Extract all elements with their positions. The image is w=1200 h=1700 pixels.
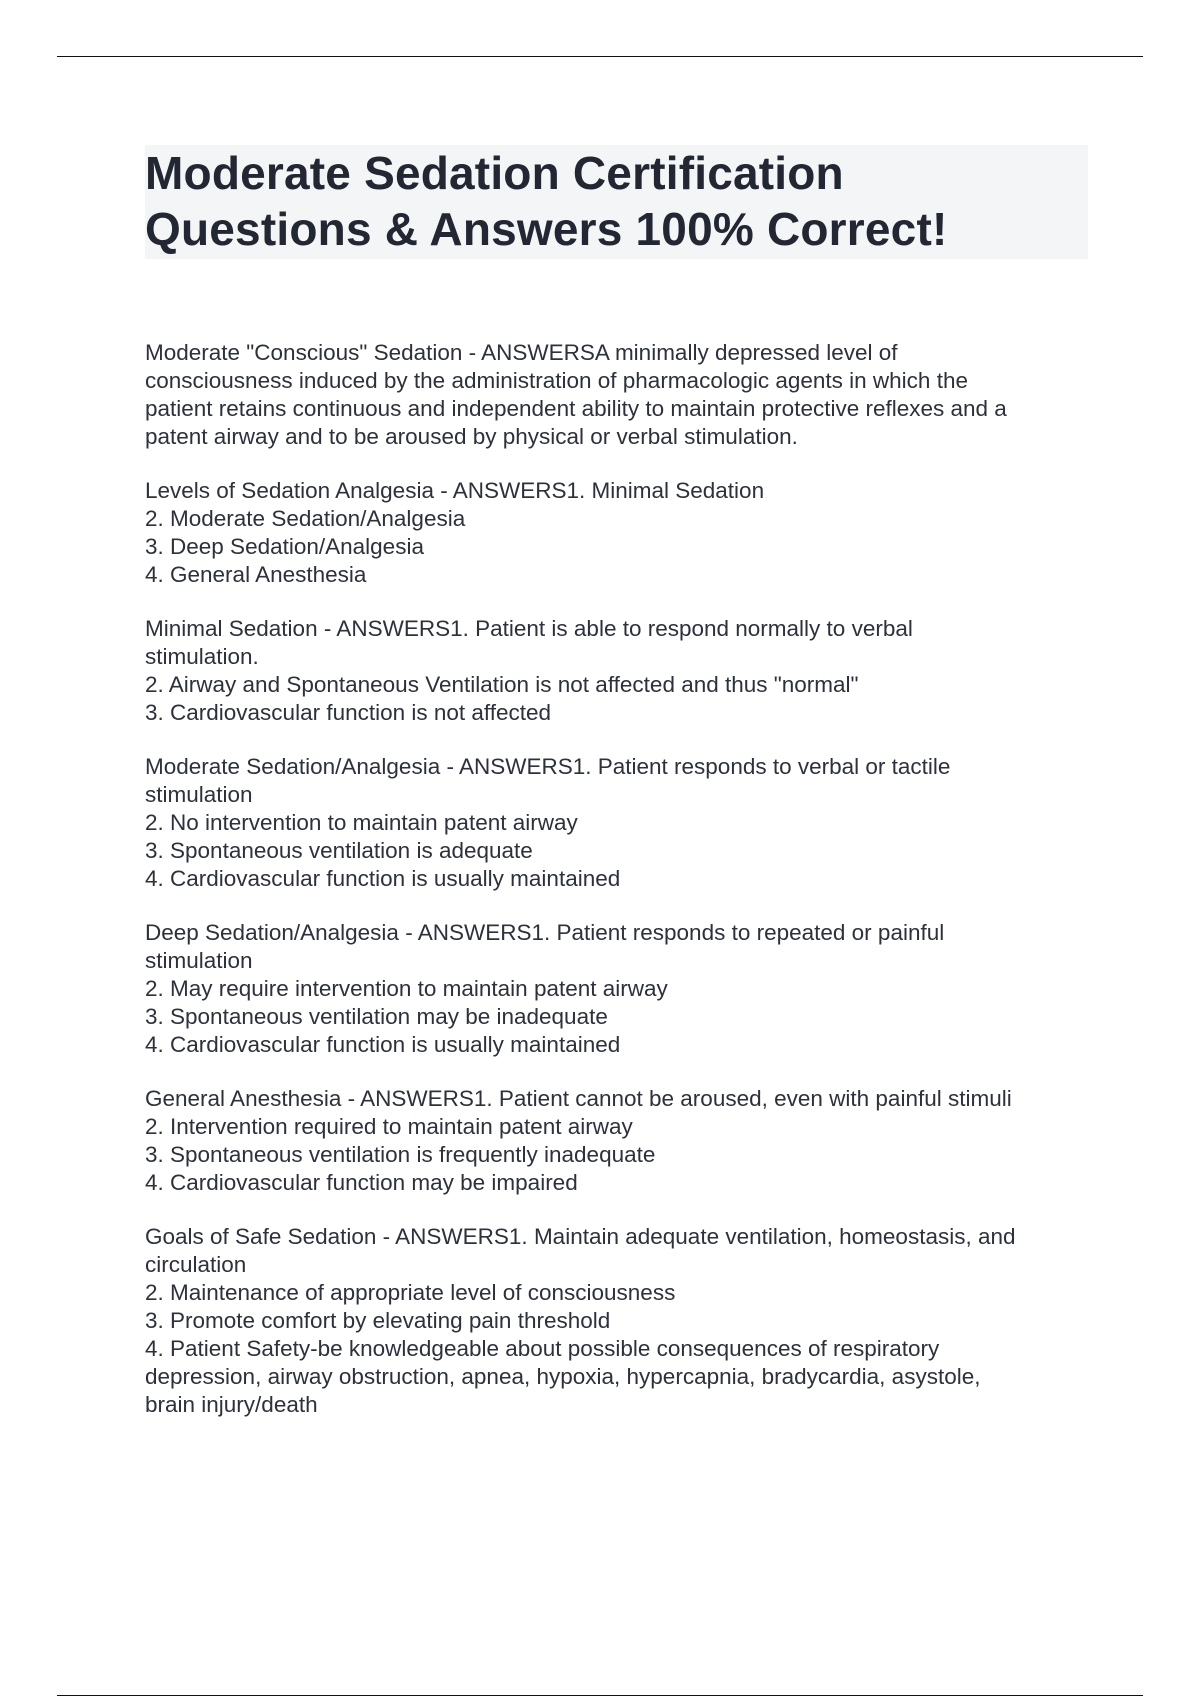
text-line: 4. Patient Safety-be knowledgeable about possible consequences of respiratory xyxy=(145,1336,940,1361)
text-line: stimulation xyxy=(145,948,253,973)
bottom-divider xyxy=(57,1695,1143,1696)
text-line: Minimal Sedation - ANSWERS1. Patient is able to respond normally to verbal xyxy=(145,616,913,641)
top-divider xyxy=(57,56,1143,57)
qa-entry-moderate-conscious-sedation xyxy=(145,339,1095,451)
qa-entry-levels-of-sedation xyxy=(145,477,1095,589)
text-line: stimulation. xyxy=(145,644,259,669)
text-line: 3. Spontaneous ventilation is frequently inadequate xyxy=(145,1142,656,1167)
text-line: consciousness induced by the administration of pharmacologic agents in which the xyxy=(145,368,968,393)
title-line: Questions & Answers 100% Correct! xyxy=(145,203,948,255)
qa-entry-minimal-sedation xyxy=(145,615,1095,727)
qa-entry-general-anesthesia xyxy=(145,1085,1095,1197)
text-line: 3. Promote comfort by elevating pain threshold xyxy=(145,1308,611,1333)
text-line: patent airway and to be aroused by physical or verbal stimulation. xyxy=(145,424,798,449)
text-line: 4. Cardiovascular function may be impaired xyxy=(145,1170,578,1195)
qa-entry-deep-sedation xyxy=(145,919,1095,1059)
text-line: 3. Cardiovascular function is not affected xyxy=(145,700,552,725)
text-line: stimulation xyxy=(145,782,253,807)
text-line: Deep Sedation/Analgesia - ANSWERS1. Patient responds to repeated or painful xyxy=(145,920,945,945)
qa-entry-moderate-sedation xyxy=(145,753,1095,893)
text-line: 4. Cardiovascular function is usually maintained xyxy=(145,866,621,891)
text-line: 2. May require intervention to maintain patent airway xyxy=(145,976,668,1001)
text-line: 3. Spontaneous ventilation is adequate xyxy=(145,838,533,863)
text-line: 3. Spontaneous ventilation may be inadequate xyxy=(145,1004,608,1029)
text-line: circulation xyxy=(145,1252,247,1277)
text-line: Goals of Safe Sedation - ANSWERS1. Maintain adequate ventilation, homeostasis, and xyxy=(145,1224,1016,1249)
text-line: patient retains continuous and independent ability to maintain protective reflexes and a xyxy=(145,396,1007,421)
text-line: Moderate "Conscious" Sedation - ANSWERSA minimally depressed level of xyxy=(145,340,898,365)
text-line: 2. Intervention required to maintain patent airway xyxy=(145,1114,633,1139)
text-line: brain injury/death xyxy=(145,1392,318,1417)
text-line: 2. Maintenance of appropriate level of consciousness xyxy=(145,1280,676,1305)
text-line: 2. No intervention to maintain patent airway xyxy=(145,810,578,835)
qa-content xyxy=(145,339,1095,1445)
text-line: Moderate Sedation/Analgesia - ANSWERS1. Patient responds to verbal or tactile xyxy=(145,754,951,779)
text-line: 4. Cardiovascular function is usually maintained xyxy=(145,1032,621,1057)
document-title xyxy=(145,145,1088,259)
text-line: 2. Moderate Sedation/Analgesia xyxy=(145,506,466,531)
text-line: General Anesthesia - ANSWERS1. Patient cannot be aroused, even with painful stimuli xyxy=(145,1086,1012,1111)
text-line: 2. Airway and Spontaneous Ventilation is not affected and thus "normal" xyxy=(145,672,859,697)
text-line: Levels of Sedation Analgesia - ANSWERS1. Minimal Sedation xyxy=(145,478,765,503)
text-line: depression, airway obstruction, apnea, hypoxia, hypercapnia, bradycardia, asystole, xyxy=(145,1364,981,1389)
qa-entry-goals-of-safe-sedation xyxy=(145,1223,1095,1419)
text-line: 3. Deep Sedation/Analgesia xyxy=(145,534,424,559)
text-line: 4. General Anesthesia xyxy=(145,562,367,587)
title-line: Moderate Sedation Certification xyxy=(145,147,844,199)
